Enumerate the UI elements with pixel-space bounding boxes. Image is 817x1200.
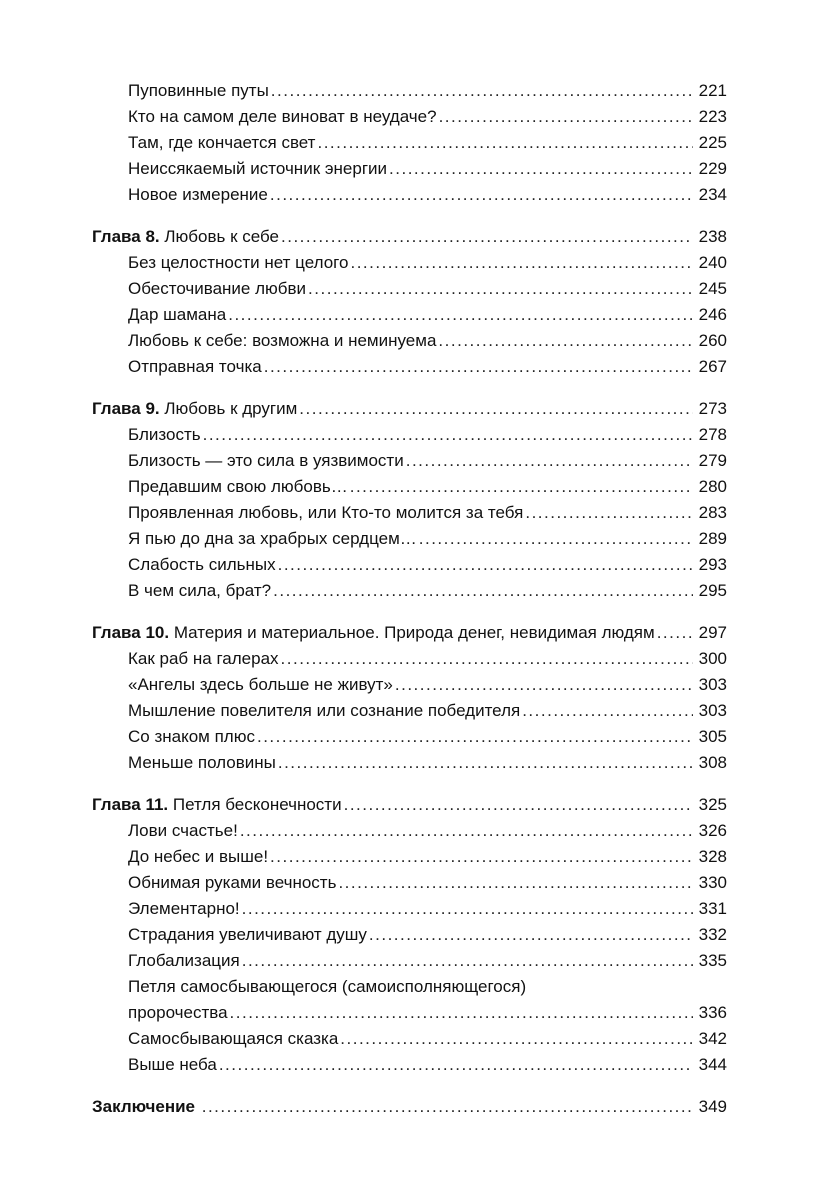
toc-entry xyxy=(92,620,727,646)
dot-leader xyxy=(340,1026,693,1052)
toc-entry-title: Любовь к другим xyxy=(164,399,298,418)
toc-entry-title: Близость — это сила в уязвимости xyxy=(128,451,404,470)
toc-entry-title: Элементарно! xyxy=(128,899,240,918)
dot-leader xyxy=(278,552,693,578)
toc-page-number: 278 xyxy=(698,425,727,444)
dot-leader xyxy=(240,818,693,844)
chapter-prefix: Глава 8. xyxy=(92,227,165,246)
toc-entry-title: Предавшим свою любовь… xyxy=(128,477,348,496)
toc-page-number: 349 xyxy=(698,1097,727,1116)
toc-page-number: 303 xyxy=(698,701,727,720)
toc-entry xyxy=(92,302,727,328)
toc-page-number: 331 xyxy=(698,899,727,918)
toc-page-number: 280 xyxy=(698,477,727,496)
toc-page-number: 342 xyxy=(698,1029,727,1048)
toc-entry-title: «Ангелы здесь больше не живут» xyxy=(128,675,393,694)
toc-entry-title: Любовь к себе: возможна и неминуема xyxy=(128,331,437,350)
toc-entry-title: Любовь к себе xyxy=(164,227,279,246)
toc-entry xyxy=(92,724,727,750)
toc-page-number: 328 xyxy=(698,847,727,866)
toc-entry-title: Лови счастье! xyxy=(128,821,238,840)
toc-entry xyxy=(92,948,727,974)
toc-entry xyxy=(92,1094,727,1120)
toc-page-number: 289 xyxy=(698,529,727,548)
toc-entry xyxy=(92,354,727,380)
toc-entry-title: Кто на самом деле виноват в неудаче? xyxy=(128,107,437,126)
dot-leader xyxy=(228,302,693,328)
toc-page-number: 295 xyxy=(698,581,727,600)
dot-leader xyxy=(278,750,693,776)
dot-leader xyxy=(281,224,693,250)
toc-page-number: 330 xyxy=(698,873,727,892)
toc-page-number: 245 xyxy=(698,279,727,298)
toc-entry-title: Проявленная любовь, или Кто-то молится за тебя xyxy=(128,503,524,522)
dot-leader xyxy=(270,844,693,870)
chapter-prefix: Глава 9. xyxy=(92,399,165,418)
table-of-contents xyxy=(92,78,727,1120)
toc-entry xyxy=(92,104,727,130)
toc-entry-title: Я пью до дна за храбрых сердцем… xyxy=(128,529,417,548)
dot-leader xyxy=(230,1000,693,1026)
toc-entry-title: Там, где кончается свет xyxy=(128,133,316,152)
toc-entry-title: Страдания увеличивают душу xyxy=(128,925,367,944)
dot-leader xyxy=(257,724,693,750)
toc-entry xyxy=(92,250,727,276)
toc-page-number: 234 xyxy=(698,185,727,204)
toc-page-number: 305 xyxy=(698,727,727,746)
toc-entry-title: Глобализация xyxy=(128,951,240,970)
toc-page-number: 221 xyxy=(698,81,727,100)
toc-entry xyxy=(92,526,727,552)
toc-entry-title: Новое измерение xyxy=(128,185,268,204)
toc-page-number: 240 xyxy=(698,253,727,272)
toc-entry-title: Слабость сильных xyxy=(128,555,276,574)
toc-page-number: 279 xyxy=(698,451,727,470)
toc-entry-title: Пуповинные путы xyxy=(128,81,269,100)
toc-page-number: 293 xyxy=(698,555,727,574)
toc-page-number: 246 xyxy=(698,305,727,324)
dot-leader xyxy=(202,1094,693,1120)
toc-entry xyxy=(92,974,727,1000)
toc-page-number: 326 xyxy=(698,821,727,840)
toc-entry xyxy=(92,818,727,844)
toc-entry-title: Обнимая руками вечность xyxy=(128,873,337,892)
toc-page-number: 223 xyxy=(698,107,727,126)
dot-leader xyxy=(350,250,693,276)
toc-page-number: 332 xyxy=(698,925,727,944)
toc-entry xyxy=(92,552,727,578)
toc-entry-title: Материя и материальное. Природа денег, невидимая людям xyxy=(173,623,655,642)
dot-leader xyxy=(271,78,693,104)
toc-entry-title: Петля бесконечности xyxy=(172,795,342,814)
toc-entry xyxy=(92,672,727,698)
dot-leader xyxy=(344,792,693,818)
toc-entry xyxy=(92,276,727,302)
toc-entry-title: Как раб на галерах xyxy=(128,649,279,668)
dot-leader xyxy=(242,948,693,974)
toc-entry xyxy=(92,896,727,922)
dot-leader xyxy=(439,104,693,130)
dot-leader xyxy=(338,870,693,896)
dot-leader xyxy=(395,672,693,698)
toc-page-number: 267 xyxy=(698,357,727,376)
toc-entry-title: Обесточивание любви xyxy=(128,279,307,298)
dot-leader xyxy=(219,1052,693,1078)
toc-entry xyxy=(92,182,727,208)
chapter-prefix: Глава 10. xyxy=(92,623,174,642)
toc-entry xyxy=(92,1000,727,1026)
dot-leader xyxy=(369,922,693,948)
dot-leader xyxy=(657,620,693,646)
dot-leader xyxy=(350,474,693,500)
toc-entry-title: Петля самосбывающегося (самоисполняющегося) xyxy=(128,977,527,996)
toc-page-number: 260 xyxy=(698,331,727,350)
toc-entry-title: пророчества xyxy=(128,1003,228,1022)
toc-entry xyxy=(92,750,727,776)
toc-entry-title: Близость xyxy=(128,425,201,444)
toc-entry-title: В чем сила, брат? xyxy=(128,581,272,600)
toc-entry-title: Без целостности нет целого xyxy=(128,253,349,272)
toc-page-number: 336 xyxy=(698,1003,727,1022)
toc-page-number: 225 xyxy=(698,133,727,152)
dot-leader xyxy=(281,646,693,672)
toc-page-number: 335 xyxy=(698,951,727,970)
toc-entry xyxy=(92,396,727,422)
toc-entry xyxy=(92,78,727,104)
toc-entry xyxy=(92,870,727,896)
dot-leader xyxy=(406,448,693,474)
toc-entry-title: Дар шамана xyxy=(128,305,227,324)
toc-entry-title: Мышление повелителя или сознание победителя xyxy=(128,701,521,720)
dot-leader xyxy=(308,276,693,302)
dot-leader xyxy=(438,328,693,354)
chapter-prefix: Заключение xyxy=(92,1097,200,1116)
dot-leader xyxy=(389,156,693,182)
toc-entry-title: Со знаком плюс xyxy=(128,727,255,746)
dot-leader xyxy=(270,182,693,208)
toc-entry xyxy=(92,922,727,948)
toc-page-number: 297 xyxy=(698,623,727,642)
toc-entry xyxy=(92,224,727,250)
dot-leader xyxy=(522,698,693,724)
chapter-prefix: Глава 11. xyxy=(92,795,173,814)
dot-leader xyxy=(242,896,693,922)
toc-entry xyxy=(92,792,727,818)
toc-entry xyxy=(92,156,727,182)
toc-entry xyxy=(92,698,727,724)
toc-page-number: 300 xyxy=(698,649,727,668)
toc-entry-title: Отправная точка xyxy=(128,357,262,376)
toc-entry-title: До небес и выше! xyxy=(128,847,269,866)
dot-leader xyxy=(273,578,693,604)
dot-leader xyxy=(525,500,693,526)
toc-entry xyxy=(92,500,727,526)
toc-entry xyxy=(92,448,727,474)
toc-page-number: 273 xyxy=(698,399,727,418)
toc-entry xyxy=(92,422,727,448)
toc-entry-title: Меньше половины xyxy=(128,753,276,772)
toc-entry xyxy=(92,578,727,604)
toc-entry xyxy=(92,844,727,870)
toc-entry xyxy=(92,474,727,500)
dot-leader xyxy=(317,130,693,156)
toc-page-number: 308 xyxy=(698,753,727,772)
dot-leader xyxy=(264,354,693,380)
toc-page-number: 229 xyxy=(698,159,727,178)
toc-entry-title: Неиссякаемый источник энергии xyxy=(128,159,388,178)
toc-page-number: 283 xyxy=(698,503,727,522)
dot-leader xyxy=(419,526,693,552)
toc-entry-title: Выше неба xyxy=(128,1055,217,1074)
toc-entry xyxy=(92,646,727,672)
toc-page-number: 344 xyxy=(698,1055,727,1074)
toc-entry xyxy=(92,1052,727,1078)
toc-entry-title: Самосбывающаяся сказка xyxy=(128,1029,339,1048)
toc-page-number: 238 xyxy=(698,227,727,246)
toc-page-number: 325 xyxy=(698,795,727,814)
toc-entry xyxy=(92,1026,727,1052)
dot-leader xyxy=(299,396,693,422)
toc-page-number: 303 xyxy=(698,675,727,694)
toc-entry xyxy=(92,328,727,354)
dot-leader xyxy=(203,422,693,448)
toc-entry xyxy=(92,130,727,156)
